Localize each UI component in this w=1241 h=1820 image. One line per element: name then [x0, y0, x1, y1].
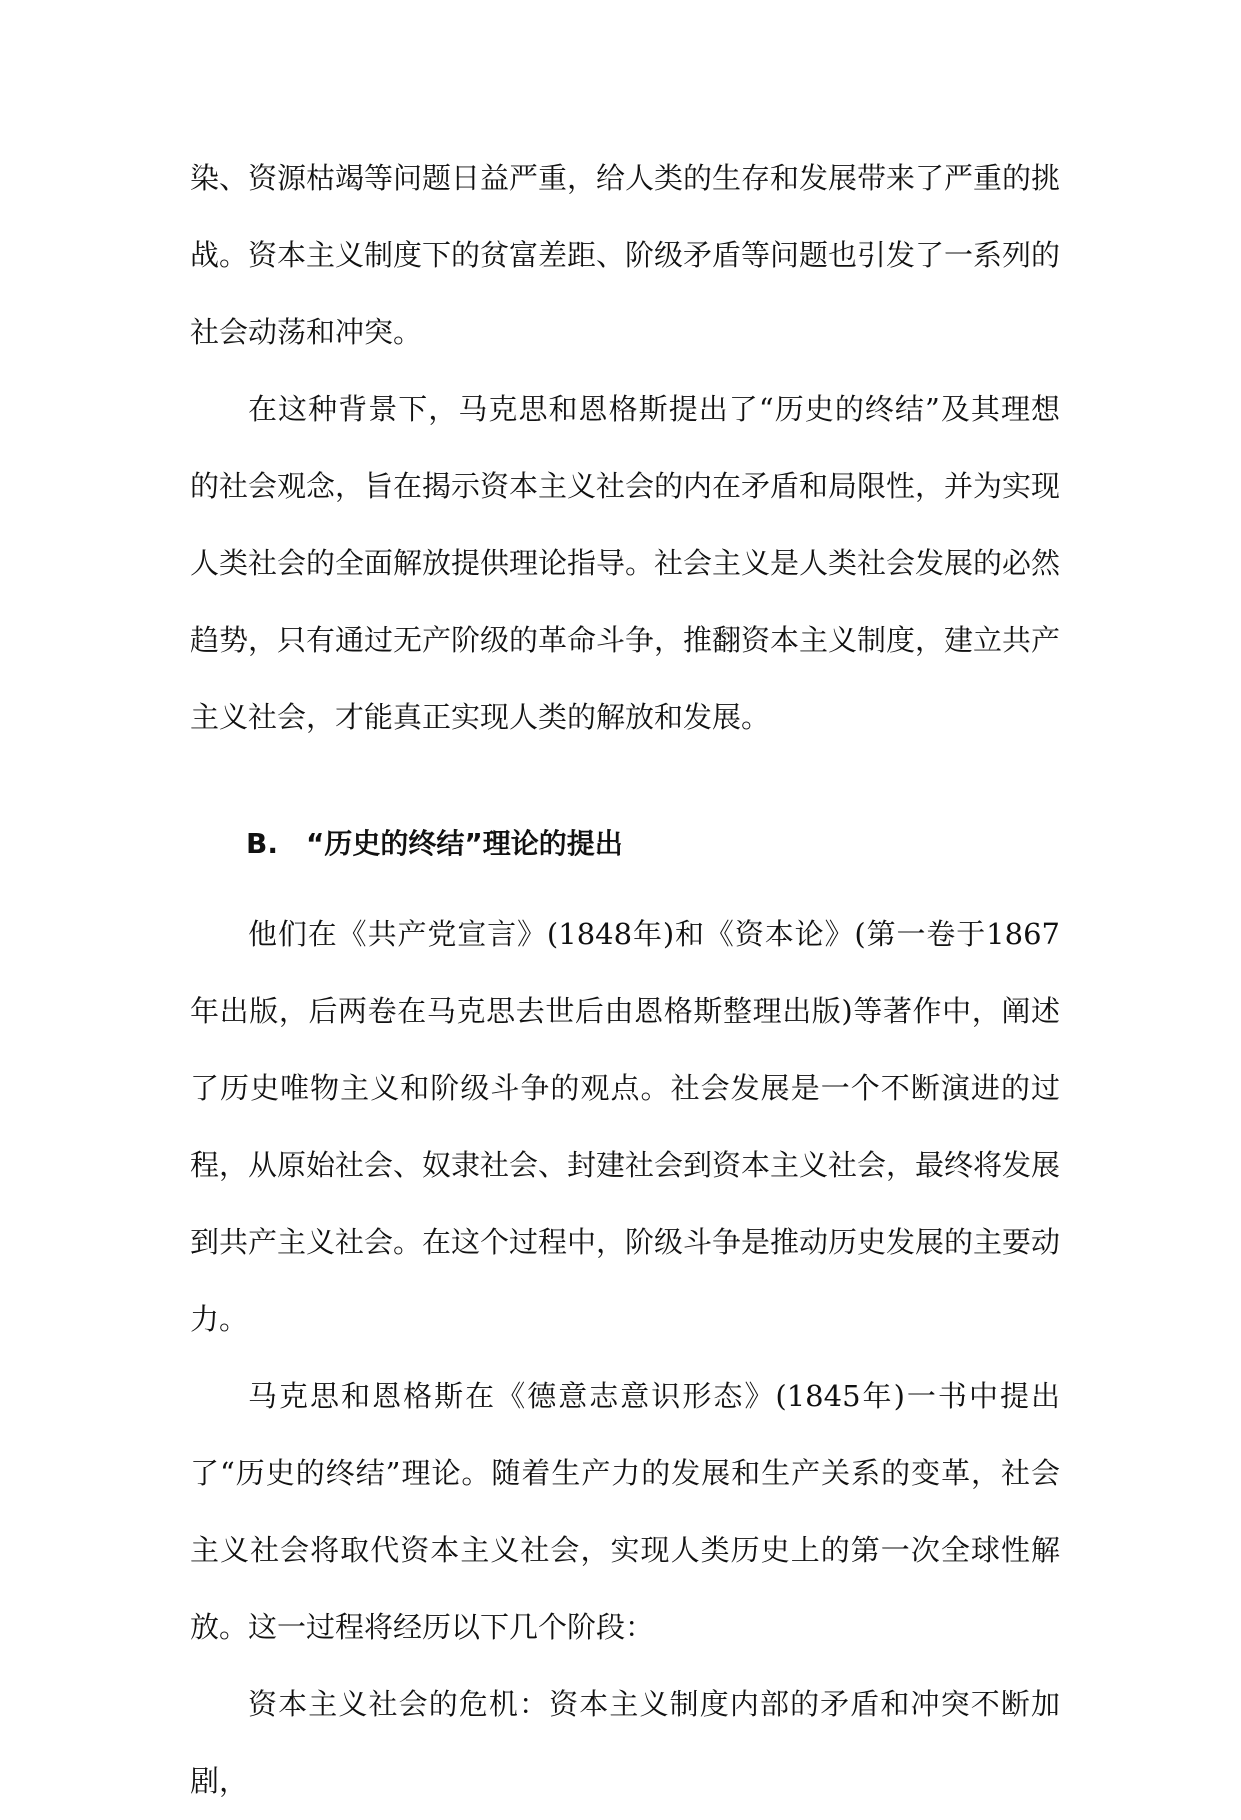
- section-heading: B. “历史的终结”理论的提出: [246, 827, 623, 860]
- body-text: [190, 140, 1060, 1820]
- paragraph-crisis: 资本主义社会的危机：资本主义制度内部的矛盾和冲突不断加剧，: [190, 1687, 1060, 1798]
- paragraph-manifesto: 他们在《共产党宣言》(1848年)和《资本论》(第一卷于1867年出版，后两卷在马克思去世后由恩格斯整理出版)等著作中，阐述了历史唯物主义和阶级斗争的观点。社会发展是一个不断演进的过程，从原始社会、奴隶社会、封建社会到资本主义社会，最终将发展到共产主义社会。在这个过程中，阶级斗争是推动历史发展的主要动力。: [190, 917, 1061, 1336]
- paragraph-continued: 染、资源枯竭等问题日益严重，给人类的生存和发展带来了严重的挑战。资本主义制度下的贫富差距、阶级矛盾等问题也引发了一系列的社会动荡和冲突。: [190, 161, 1061, 349]
- paragraph-german-ideology: 马克思和恩格斯在《德意志意识形态》(1845年)一书中提出了“历史的终结”理论。随着生产力的发展和生产关系的变革，社会主义社会将取代资本主义社会，实现人类历史上的第一次全球性解放。这一过程将经历以下几个阶段：: [190, 1379, 1060, 1644]
- paragraph-background: 在这种背景下，马克思和恩格斯提出了“历史的终结”及其理想的社会观念，旨在揭示资本主义社会的内在矛盾和局限性，并为实现人类社会的全面解放提供理论指导。社会主义是人类社会发展的必然趋势，只有通过无产阶级的革命斗争，推翻资本主义制度，建立共产主义社会，才能真正实现人类的解放和发展。: [190, 392, 1061, 734]
